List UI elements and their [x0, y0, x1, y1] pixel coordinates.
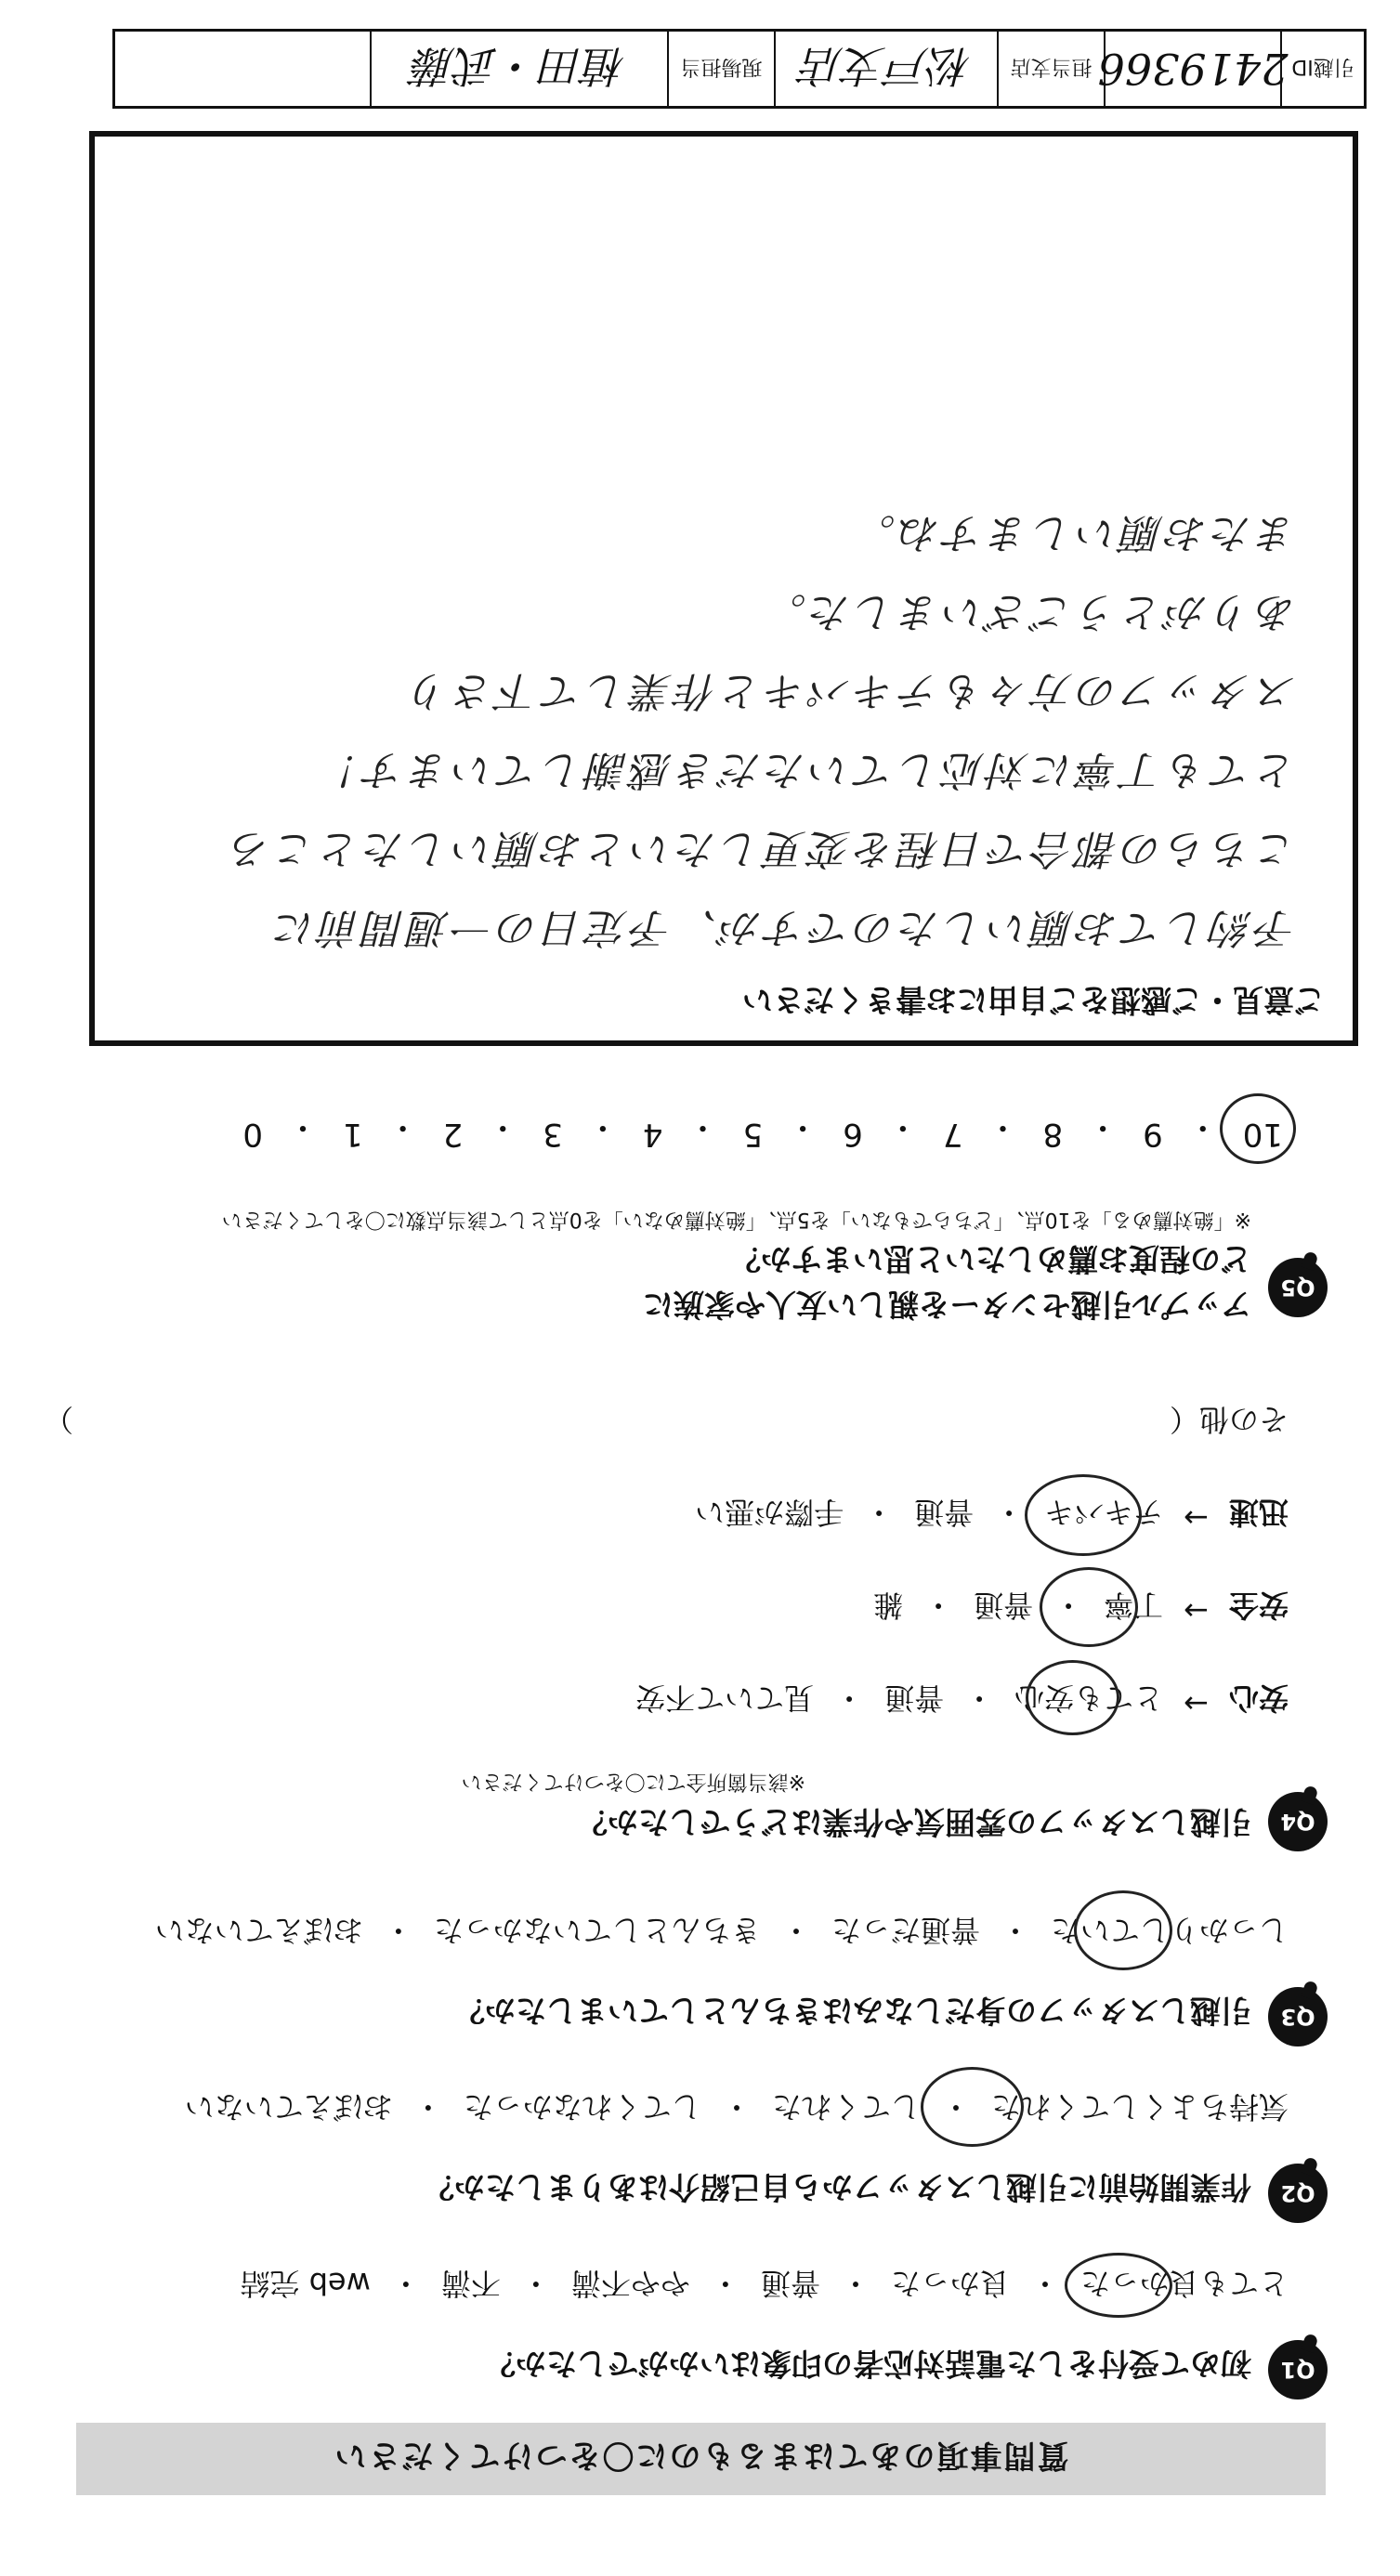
q4-option[interactable]: 丁寧	[1104, 1588, 1164, 1623]
q5-note: ※「絶対薦める」を10点、「どちらでもない」を5点、「絶対薦めない」を0点として該当点数に〇をしてください	[221, 1208, 1251, 1231]
id-table	[112, 29, 1367, 109]
q4-other-row	[44, 1400, 1289, 1443]
handwritten-line: またお願いしますね。	[851, 509, 1297, 556]
q1-option[interactable]: とても良かった	[1079, 2266, 1289, 2301]
q5-question-line1: アップル引越センターを親しい友人や家族に	[642, 1287, 1251, 1323]
comment-title: ご意見・ご感想をご自由にお書きください	[742, 982, 1325, 1018]
branch-label: 担当支店	[997, 32, 1104, 106]
q4-option[interactable]: 普通	[914, 1495, 975, 1530]
q3-options: しっかりしていた ・ 普通だった ・ きちんとしていなかった ・ おぼえていない	[155, 1911, 1289, 1954]
q3-option[interactable]: しっかりしていた	[1050, 1913, 1289, 1948]
q4-option[interactable]: とても安心	[1014, 1680, 1164, 1716]
q2-question: 作業開始前に引越しスタッフから自己紹介はありましたか？	[424, 2169, 1251, 2205]
q3-badge: Q3	[1268, 1987, 1328, 2046]
q5-score[interactable]: 7	[942, 1116, 963, 1153]
q3-option[interactable]: おぼえていない	[154, 1913, 363, 1948]
q2-badge: Q2	[1268, 2164, 1328, 2223]
handwritten-line: こちらの都合で日程を変更したいとお願いしたところ	[227, 825, 1297, 872]
q4-row-anzen: 安全 → 丁寧 ・ 普通 ・ 雑	[873, 1588, 1289, 1628]
q5-score[interactable]: 4	[642, 1116, 663, 1153]
q5-score[interactable]: 0	[242, 1116, 263, 1153]
instruction-banner	[76, 2423, 1326, 2495]
q5-score[interactable]: 2	[442, 1116, 464, 1153]
q3-question: 引越しスタッフの身だしなみはきちんとしていましたか？	[454, 1993, 1251, 2029]
q5-score[interactable]: 1	[342, 1116, 363, 1153]
q4-other-close: ）	[44, 1402, 74, 1437]
q5-score[interactable]: 3	[543, 1116, 563, 1153]
q2-option[interactable]: してくれなかった	[463, 2089, 701, 2125]
instruction-text: 質問事項のあてはまるものに〇をつけてください	[333, 2437, 1069, 2475]
staff-label: 現場担当	[667, 32, 774, 106]
q4-badge: Q4	[1268, 1792, 1328, 1851]
blank-cell	[115, 32, 370, 106]
q1-option[interactable]: 良かった	[890, 2266, 1010, 2301]
branch-value: 松戸支店	[774, 32, 997, 106]
handwritten-line: スタッフの方々もテキパキと作業して下さり	[405, 667, 1297, 714]
q4-option[interactable]: 手際が悪い	[695, 1495, 844, 1530]
handwritten-line: ありがとうございました。	[762, 588, 1297, 635]
q1-option[interactable]: 普通	[760, 2266, 820, 2301]
q5-scale: 10 ・ 9 ・ 8 ・ 7 ・ 6 ・ 5 ・ 4 ・ 3 ・ 2 ・ 1 ・ 0	[218, 1107, 1307, 1153]
q2-option[interactable]: してくれた	[771, 2089, 921, 2125]
q4-row-label: 安心	[1228, 1680, 1289, 1716]
q4-anshin-selection-circle	[1026, 1660, 1119, 1735]
q4-question: 引越しスタッフの雰囲気や作業はどうでしたか？	[577, 1804, 1251, 1840]
q5-selection-circle	[1220, 1093, 1296, 1164]
q4-row-jinsoku: 迅速 → テキパキ ・ 普通 ・ 手際が悪い	[695, 1495, 1289, 1536]
q4-other-input[interactable]	[73, 1400, 1170, 1443]
handwritten-line: 予約してお願いしたのですが、予定日の一週間前に	[271, 904, 1297, 951]
q1-option[interactable]: web 完結	[240, 2266, 371, 2301]
handwritten-line: とても丁寧に対応していただき感謝しています！	[316, 746, 1297, 793]
q5-score[interactable]: 10	[1242, 1116, 1283, 1153]
q4-row-label: 安全	[1228, 1588, 1289, 1623]
q4-other-label: その他（	[1169, 1402, 1289, 1437]
q1-question: 初めて受付をした電話対応者の印象はいかがでしたか？	[485, 2346, 1251, 2382]
q4-jinsoku-selection-circle	[1025, 1474, 1142, 1556]
q5-score[interactable]: 6	[843, 1116, 863, 1153]
q5-score[interactable]: 9	[1143, 1116, 1163, 1153]
q4-option[interactable]: 普通	[884, 1680, 945, 1716]
id-value: 2419366	[1104, 32, 1280, 106]
q3-option[interactable]: きちんとしていなかった	[433, 1913, 761, 1948]
q1-options: とても良かった ・ 良かった ・ 普通 ・ やや不満 ・ 不満 ・ web 完結	[240, 2264, 1289, 2307]
q4-note: ※該当箇所全てに〇をつけてください	[461, 1770, 805, 1793]
q4-row-anshin: 安心 → とても安心 ・ 普通 ・ 見ていて不安	[635, 1680, 1289, 1721]
q4-option[interactable]: テキパキ	[1044, 1495, 1164, 1530]
q2-option[interactable]: おぼえていない	[184, 2089, 393, 2125]
staff-value: 植田・武藤	[370, 32, 667, 106]
q5-badge: Q5	[1268, 1258, 1328, 1317]
q4-option[interactable]: 雑	[873, 1588, 904, 1623]
q1-selection-circle	[1065, 2253, 1172, 2318]
q4-option[interactable]: 普通	[974, 1588, 1034, 1623]
q4-option[interactable]: 見ていて不安	[635, 1680, 815, 1716]
comment-box[interactable]	[89, 131, 1358, 1046]
q2-selection-circle	[921, 2067, 1024, 2147]
q2-option[interactable]: 気持ちよくしてくれた	[990, 2089, 1289, 2125]
q3-option[interactable]: 普通だった	[831, 1913, 980, 1948]
q1-badge: Q1	[1268, 2340, 1328, 2399]
q5-question-line2: どの程度お薦めしたいと思いますか？	[730, 1241, 1251, 1277]
q3-selection-circle	[1074, 1890, 1172, 1970]
id-label: 引越ID	[1280, 32, 1364, 106]
q5-score[interactable]: 8	[1042, 1116, 1064, 1153]
q1-option[interactable]: やや不満	[570, 2266, 690, 2301]
q1-option[interactable]: 不満	[440, 2266, 501, 2301]
q4-anzen-selection-circle	[1040, 1567, 1138, 1647]
q5-score[interactable]: 5	[742, 1116, 764, 1153]
q2-options: 気持ちよくしてくれた ・ してくれた ・ してくれなかった ・ おぼえていない	[185, 2087, 1289, 2130]
q4-row-label: 迅速	[1228, 1495, 1289, 1530]
